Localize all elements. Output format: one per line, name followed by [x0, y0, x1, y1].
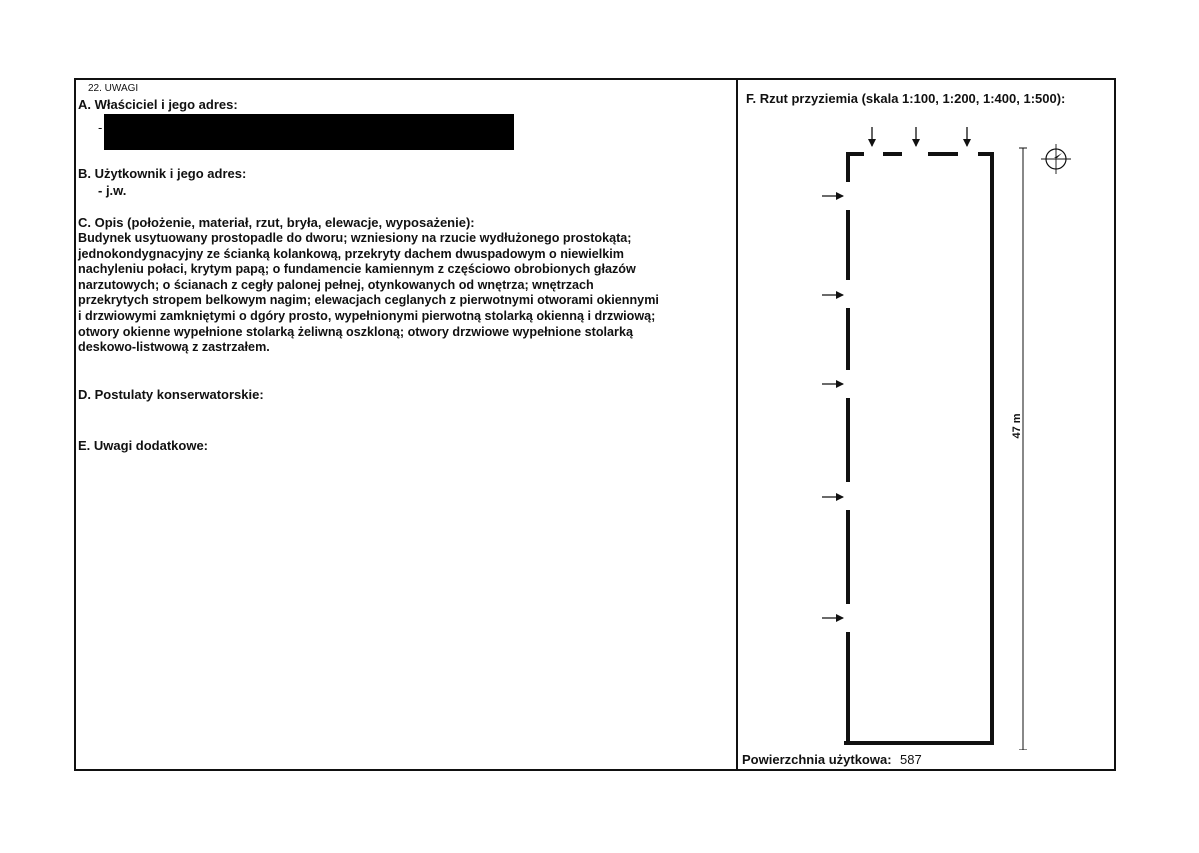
- length-label: 47 m: [1011, 413, 1023, 439]
- floor-plan-column: [738, 80, 1114, 769]
- user-address: - j.w.: [98, 183, 127, 198]
- entrance-arrows-top: [872, 127, 967, 146]
- description-line: i drzwiowymi zamkniętymi o dgóry prosto, wypełnionymi pierwotną stolarką okienną i drzwiową;: [78, 308, 656, 323]
- description-line: otwory okienne wypełnione stolarką żeliwną oszkloną; otwory drzwiowe wypełnione stolarką: [78, 324, 633, 339]
- postulates-heading: D. Postulaty konserwatorskie:: [78, 387, 264, 402]
- record-card-sheet: [74, 78, 1116, 771]
- remarks-heading: E. Uwagi dodatkowe:: [78, 438, 209, 453]
- north-arrow-icon: [1041, 144, 1071, 174]
- description-line: narzutowych; o ścianach z cegły palonej pełnej, otynkowanych od wnętrza; wnętrzach: [78, 277, 594, 292]
- usable-area-label: Powierzchnia użytkowa:: [742, 752, 892, 767]
- description-line: jednokondygnacyjny ze ścianką kolankową, przekryty dachem dwuspadowym o niewielkim: [78, 246, 624, 261]
- usable-area-value: 587: [900, 752, 922, 767]
- description-line: nachyleniu połaci, krytym papą; o fundamencie kamiennym z częściowo obrobionych głazów: [78, 262, 636, 277]
- description-heading: C. Opis (położenie, materiał, rzut, bryła, elewacje, wyposażenie):: [78, 215, 475, 230]
- remarks-column: [76, 80, 736, 769]
- owner-heading: A. Właściciel i jego adres:: [78, 97, 238, 112]
- redaction-block: [104, 114, 514, 150]
- owner-address-dash: -: [98, 120, 103, 135]
- description-line: przekrytych stropem belkowym nagim; elewacjach ceglanych z pierwotnymi otworami okiennymi: [78, 293, 659, 308]
- description-line: Budynek usytuowany prostopadle do dworu; wzniesiony na rzucie wydłużonego prostokąta;: [78, 231, 632, 245]
- length-dimension: [1019, 148, 1027, 750]
- user-heading: B. Użytkownik i jego adres:: [78, 166, 247, 181]
- floor-plan-title: F. Rzut przyziemia (skala 1:100, 1:200, 1:400, 1:500):: [746, 91, 1066, 106]
- floor-plan-drawing: [738, 120, 1114, 750]
- section-number: 22. UWAGI: [88, 83, 139, 94]
- entrance-arrows-left: [822, 196, 843, 618]
- building-outline: [844, 152, 994, 745]
- usable-area-row: [742, 751, 922, 769]
- description-text: [78, 231, 733, 356]
- description-line: deskowo-listwową z zastrzałem.: [78, 340, 270, 355]
